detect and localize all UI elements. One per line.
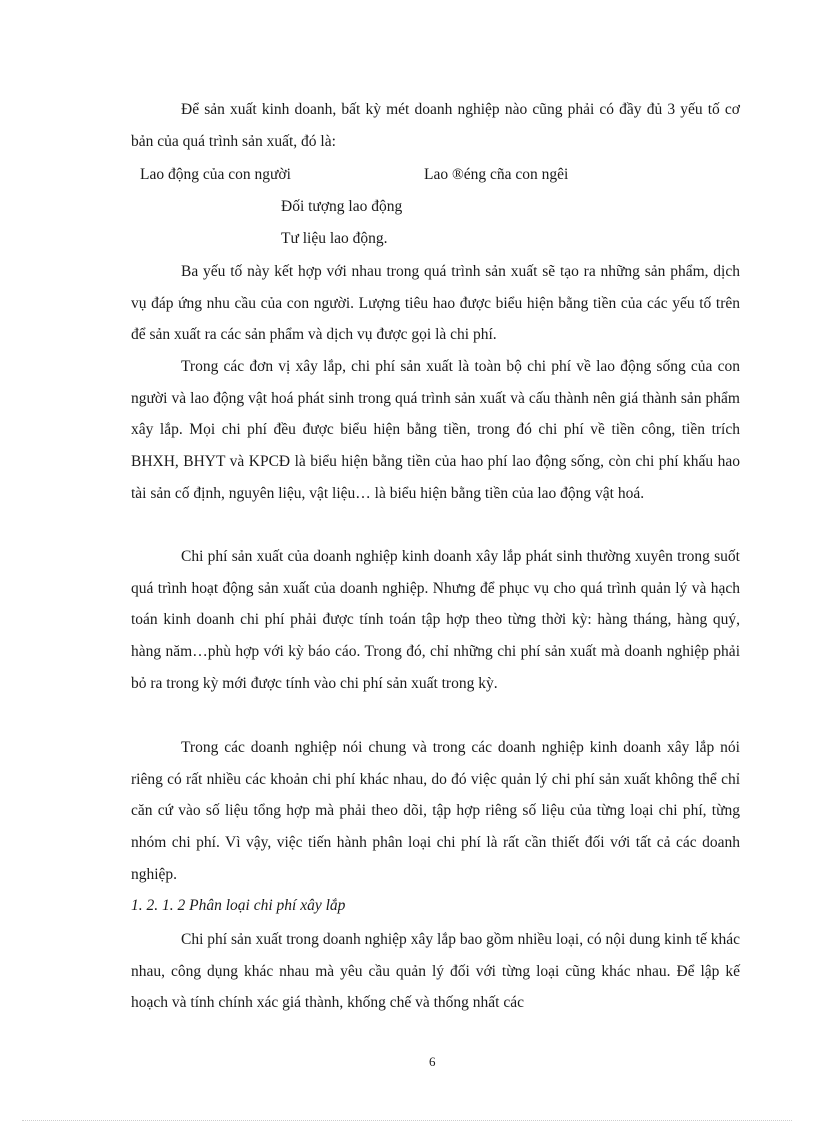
paragraph-cost-classification: Trong các doanh nghiệp nói chung và trong các doanh nghiệp kinh doanh xây lắp nói riêng có rất nhiều các khoản chi phí khác nhau, do đó việc quản lý chi phí sản xuất không thể chỉ căn cứ vào số liệu tổng hợp mà phải theo dõi, tập hợp riêng số liệu của từng loại chi phí, từng nhóm chi phí. Vì vậy, việc tiến hành phân loại chi phí là rất cần thiết đối với tất cả các doanh nghiệp.	[131, 739, 740, 883]
factor-object: Đối tượng lao động	[281, 198, 403, 215]
paragraph-periodic-cost: Chi phí sản xuất của doanh nghiệp kinh doanh xây lắp phát sinh thường xuyên trong suốt quá trình hoạt động sản xuất của doanh nghiệp. Nhưng để phục vụ cho quá trình quản lý và hạch toán kinh doanh chi phí phải được tính toán tập hợp theo từng thời kỳ: hàng tháng, hàng quý, hàng năm…phù hợp với kỳ báo cáo. Trong đó, chỉ những chi phí sản xuất mà doanh nghiệp phải bỏ ra trong kỳ mới được tính vào chi phí sản xuất trong kỳ.	[131, 548, 740, 692]
paragraph-construction-cost: Trong các đơn vị xây lắp, chi phí sản xuất là toàn bộ chi phí về lao động sống của con người và lao động vật hoá phát sinh trong quá trình sản xuất và cấu thành nên giá thành sản phẩm xây lắp. Mọi chi phí đều được biểu hiện bằng tiền, trong đó chi phí về tiền công, tiền trích BHXH, BHYT và KPCĐ là biểu hiện bằng tiền của hao phí lao động sống, còn chi phí khấu hao tài sản cố định, nguyên liệu, vật liệu… là biểu hiện bằng tiền của lao động vật hoá.	[131, 358, 740, 502]
factor-labor: Lao động của con người	[140, 166, 291, 183]
paragraph-cost-types: Chi phí sản xuất trong doanh nghiệp xây lắp bao gồm nhiều loại, có nội dung kinh tế khác nhau, công dụng khác nhau mà yêu cầu quản lý đối với từng loại cũng khác nhau. Để lập kế hoạch và tính chính xác giá thành, khống chế và thống nhất các	[131, 931, 740, 1012]
page-number: 6	[429, 1054, 436, 1069]
section-heading: 1. 2. 1. 2 Phân loại chi phí xây lắp	[131, 897, 346, 914]
paragraph-cost-definition: Ba yếu tố này kết hợp với nhau trong quá trình sản xuất sẽ tạo ra những sản phẩm, dịch vụ đáp ứng nhu cầu của con người. Lượng tiêu hao được biểu hiện bằng tiền của các yếu tố trên để sản xuất ra các sản phẩm và dịch vụ được gọi là chi phí.	[131, 263, 740, 344]
factor-means: Tư liệu lao động.	[281, 230, 388, 247]
factor-labor-garbled: Lao ®éng cña con ngêi	[424, 166, 569, 183]
footer-divider	[22, 1120, 792, 1121]
intro-paragraph: Để sản xuất kinh doanh, bất kỳ mét doanh nghiệp nào cũng phải có đầy đủ 3 yếu tố cơ bản của quá trình sản xuất, đó là:	[131, 101, 740, 150]
